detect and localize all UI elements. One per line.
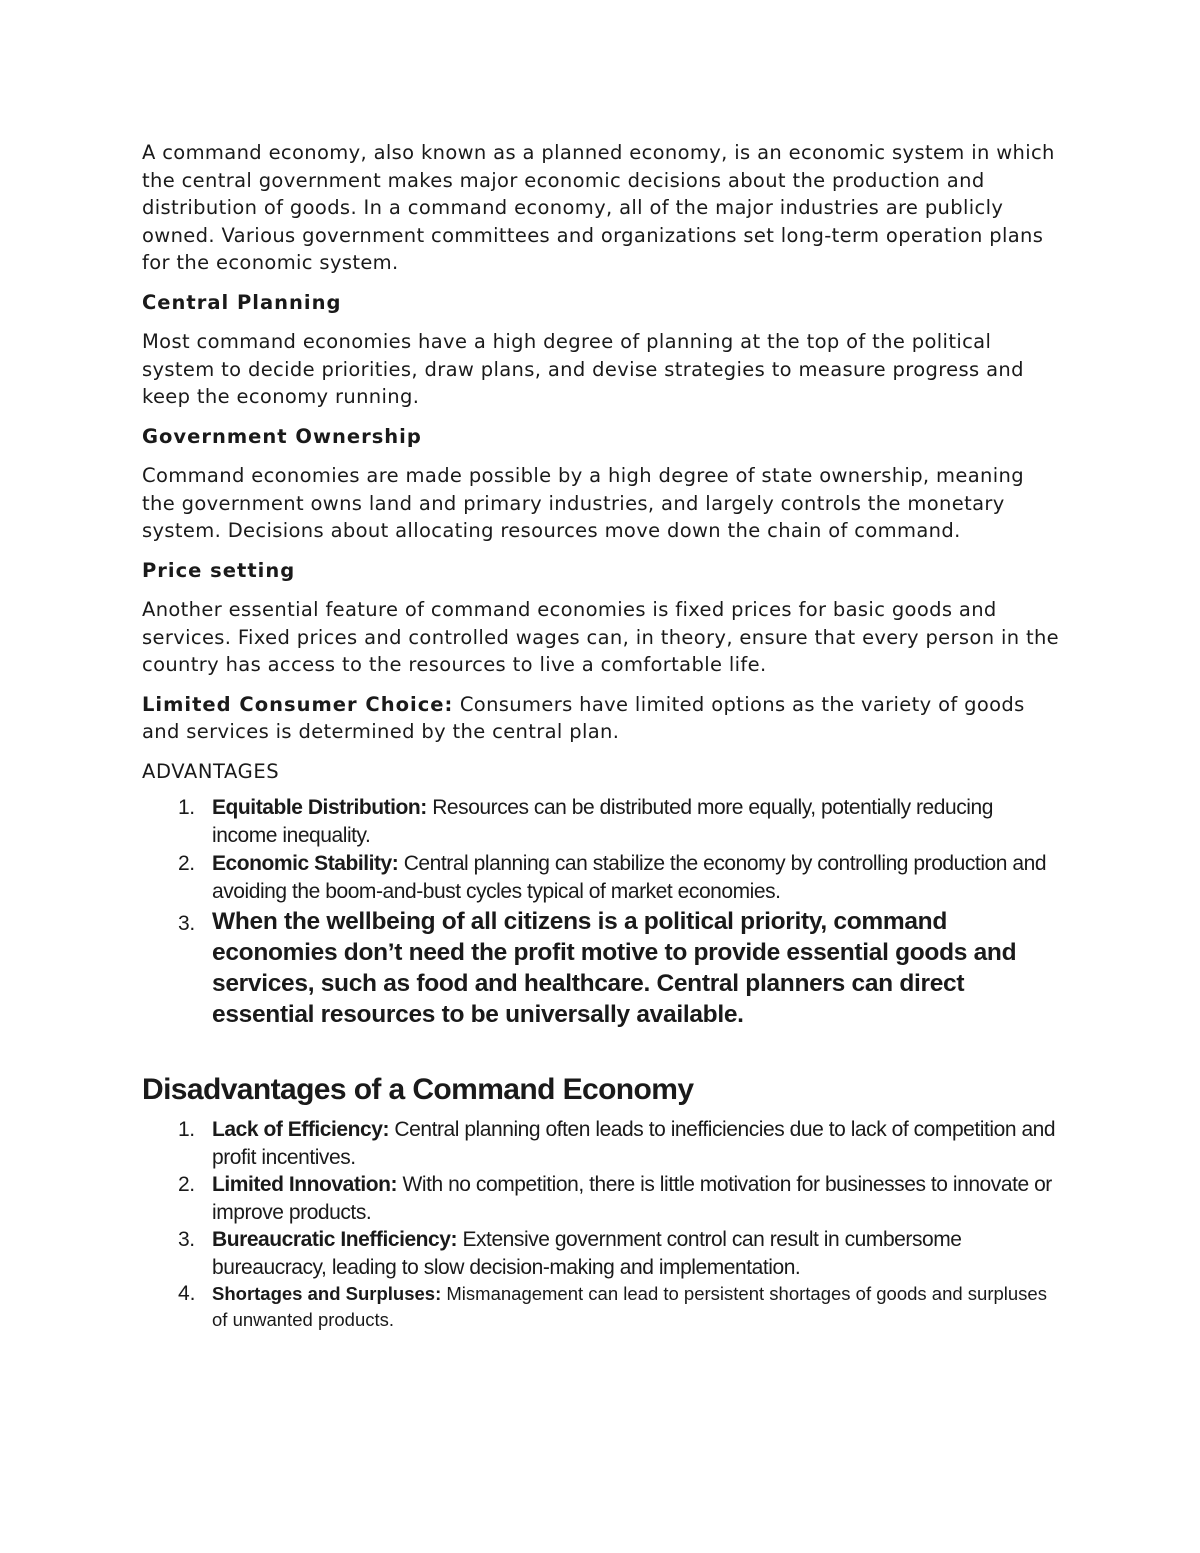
- item-label: Shortages and Surpluses:: [212, 1283, 442, 1304]
- list-number: 3.: [178, 912, 195, 935]
- list-number: 1.: [178, 796, 195, 819]
- list-item: [142, 906, 1062, 1030]
- item-label: Limited Innovation:: [212, 1173, 398, 1196]
- list-item: [142, 1171, 1062, 1226]
- item-text: Central planning often leads to inefficiencies due to lack of competition and profit incentives.: [212, 1118, 1056, 1169]
- limited-choice-text: Consumers have limited options as the variety of goods and services is determined by the central plan.: [142, 692, 1025, 743]
- list-number: 4.: [178, 1282, 196, 1305]
- list-item: [142, 1281, 1062, 1333]
- list-number: 2.: [178, 1173, 195, 1196]
- list-number: 3.: [178, 1228, 195, 1251]
- item-text: With no competition, there is little motivation for businesses to innovate or improve products.: [212, 1173, 1052, 1224]
- item-label: Bureaucratic Inefficiency:: [212, 1228, 458, 1251]
- item-label: Economic Stability:: [212, 852, 399, 875]
- document-page: [142, 139, 1062, 1333]
- heading-government-ownership: Government Ownership: [142, 424, 422, 448]
- advantages-heading: ADVANTAGES: [142, 759, 280, 783]
- list-item: [142, 1226, 1062, 1281]
- item-text: Mismanagement can lead to persistent shortages of goods and surpluses of unwanted products.: [212, 1283, 1047, 1330]
- item-text: Extensive government control can result in cumbersome bureaucracy, leading to slow decision-making and implementation.: [212, 1228, 962, 1279]
- list-number: 1.: [178, 1118, 195, 1141]
- heading-price-setting: Price setting: [142, 558, 296, 582]
- item-label: Equitable Distribution:: [212, 796, 427, 819]
- paragraph-limited-consumer-choice: [142, 691, 1062, 746]
- item-text: When the wellbeing of all citizens is a political priority, command economies don’t need the profit motive to provide essential goods and services, such as food and healthcare. Central planners can direct essential resources to be universally available.: [212, 908, 1017, 1028]
- intro-paragraph: A command economy, also known as a planned economy, is an economic system in which the central government makes major economic decisions about the production and distribution of goods. In a command economy, all of the major industries are publicly owned. Various government committees and organizations set long-term operation plans for the economic system.: [142, 141, 1055, 274]
- item-label: Lack of Efficiency:: [212, 1118, 390, 1141]
- item-text: Resources can be distributed more equally, potentially reducing income inequality.: [212, 796, 993, 847]
- disadvantages-title: Disadvantages of a Command Economy: [142, 1073, 694, 1106]
- list-item: [142, 794, 1062, 850]
- list-number: 2.: [178, 852, 195, 875]
- advantages-list: [142, 794, 1062, 1030]
- heading-central-planning: Central Planning: [142, 290, 342, 314]
- paragraph-price-setting: Another essential feature of command economies is fixed prices for basic goods and services. Fixed prices and controlled wages can, in theory, ensure that every person in the country has access to the resources to live a comfortable life.: [142, 598, 1060, 676]
- disadvantages-list: [142, 1116, 1062, 1333]
- limited-choice-label: Limited Consumer Choice:: [142, 692, 454, 716]
- paragraph-government-ownership: Command economies are made possible by a high degree of state ownership, meaning the government owns land and primary industries, and largely controls the monetary system. Decisions about allocating resources move down the chain of command.: [142, 464, 1024, 542]
- paragraph-central-planning: Most command economies have a high degree of planning at the top of the political system to decide priorities, draw plans, and devise strategies to measure progress and keep the economy running.: [142, 330, 1024, 408]
- item-text: Central planning can stabilize the economy by controlling production and avoiding the boom-and-bust cycles typical of market economies.: [212, 852, 1047, 903]
- list-item: [142, 850, 1062, 906]
- list-item: [142, 1116, 1062, 1171]
